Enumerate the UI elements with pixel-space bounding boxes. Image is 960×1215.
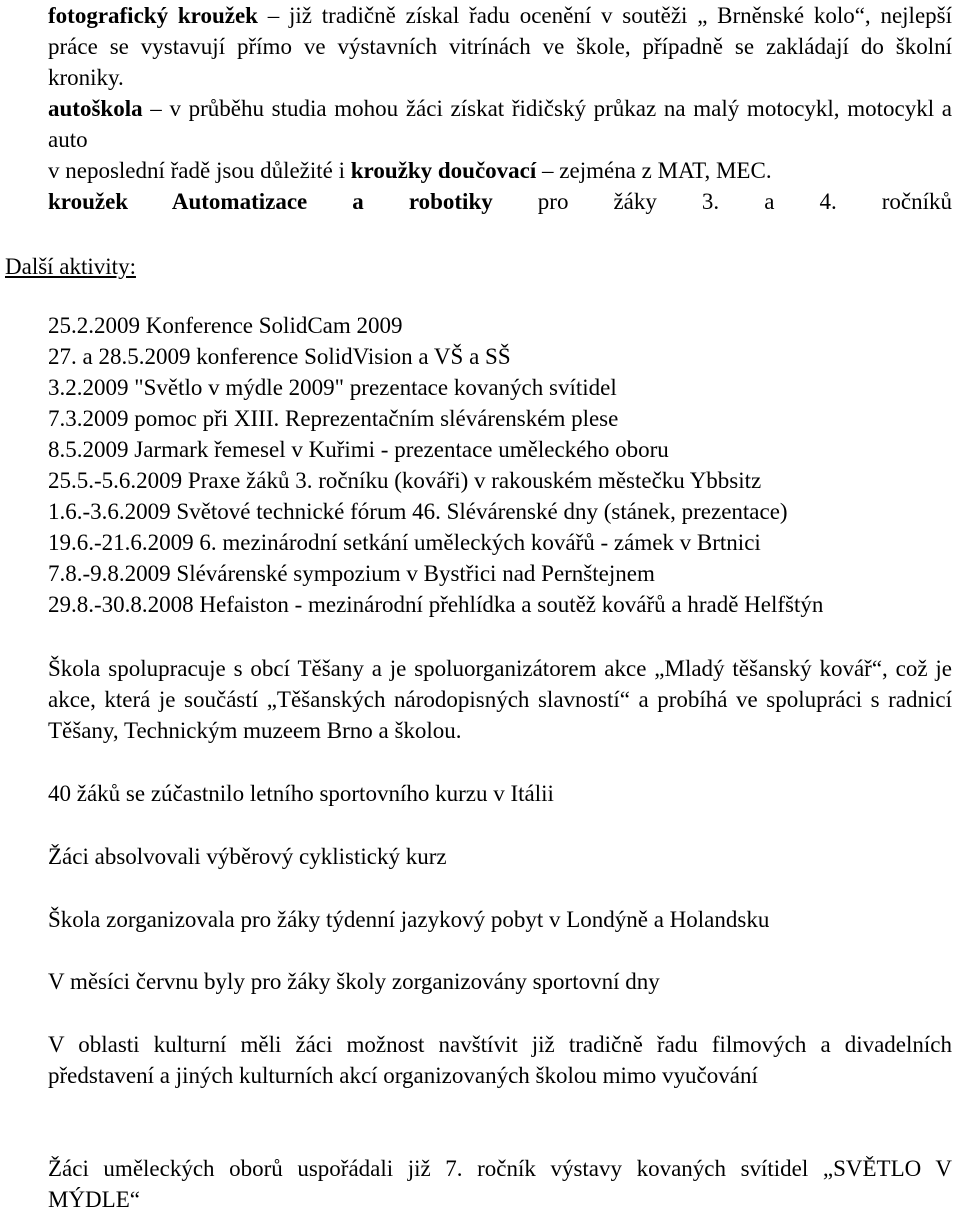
activity-item: 25.2.2009 Konference SolidCam 2009	[48, 313, 403, 338]
activity-item: 8.5.2009 Jarmark řemesel v Kuřimi - prezentace uměleckého oboru	[48, 437, 669, 462]
autoskola-title: autoškola	[48, 96, 143, 121]
activity-item: 19.6.-21.6.2009 6. mezinárodní setkání uměleckých kovářů - zámek v Brtnici	[48, 530, 761, 555]
doucovani-pre: v neposlední řadě jsou důležité i	[48, 158, 351, 183]
activities-list	[48, 310, 952, 620]
activity-item: 7.3.2009 pomoc při XIII. Reprezentačním slévárenském plese	[48, 406, 619, 431]
activity-item: 27. a 28.5.2009 konference SolidVision a VŠ a SŠ	[48, 344, 511, 369]
paragraph-kultura: V oblasti kulturní měli žáci možnost navštívit již tradičně řadu filmových a divadelních představení a jiných kulturních akcí organizovaných školou mimo vyučování	[48, 1032, 952, 1088]
activities-heading: Další aktivity:	[5, 254, 136, 279]
activity-item: 3.2.2009 "Světlo v mýdle 2009" prezentace kovaných svítidel	[48, 375, 617, 400]
paragraph-vystava: Žáci uměleckých oborů uspořádali již 7. ročník výstavy kovaných svítidel „SVĚTLO V MÝDLE“	[48, 1156, 952, 1212]
paragraph-londyn: Škola zorganizovala pro žáky týdenní jazykový pobyt v Londýně a Holandsku	[48, 907, 770, 932]
doucovani-post: – zejména z MAT, MEC.	[536, 158, 772, 183]
paragraph-italie: 40 žáků se zúčastnilo letního sportovního kurzu v Itálii	[48, 781, 554, 806]
paragraph-sportovni-dny: V měsíci červnu byly pro žáky školy zorganizovány sportovní dny	[48, 969, 660, 994]
foto-krouzek-title: fotografický kroužek	[48, 3, 258, 28]
paragraph-robotika	[48, 186, 952, 217]
paragraph-foto-krouzek	[48, 0, 952, 93]
foto-krouzek-text: – již tradičně získal řadu ocenění v soutěži „ Brněnské kolo“, nejlepší práce se vystavují přímo ve výstavních vitrínách ve škole, případně se zakládají do školní kroniky.	[48, 3, 952, 90]
autoskola-text: – v průběhu studia mohou žáci získat řidičský průkaz na malý motocykl, motocykl a auto	[48, 96, 952, 152]
paragraph-cyklisticky-kurz: Žáci absolvovali výběrový cyklistický kurz	[48, 844, 447, 869]
paragraph-doucovani	[48, 155, 952, 186]
doucovani-title: kroužky doučovací	[350, 158, 537, 183]
activity-item: 25.5.-5.6.2009 Praxe žáků 3. ročníku (kováři) v rakouském městečku Ybbsitz	[48, 468, 762, 493]
activity-item: 7.8.-9.8.2009 Slévárenské sympozium v Bystřici nad Pernštejnem	[48, 561, 655, 586]
activity-item: 29.8.-30.8.2008 Hefaiston - mezinárodní přehlídka a soutěž kovářů a hradě Helfštýn	[48, 592, 824, 617]
paragraph-autoskola	[48, 93, 952, 155]
robotika-title: kroužek Automatizace a robotiky	[48, 189, 493, 214]
paragraph-spoluprace: Škola spolupracuje s obcí Těšany a je spoluorganizátorem akce „Mladý těšanský kovář“, což je akce, která je součástí „Těšanských národopisných slavností“ a probíhá ve spolupráci s radnicí Těšany, Technickým muzeem Brno a školou.	[48, 656, 952, 743]
robotika-text: pro žáky 3. a 4. ročníků	[492, 189, 953, 214]
activity-item: 1.6.-3.6.2009 Světové technické fórum 46. Slévárenské dny (stánek, prezentace)	[48, 499, 788, 524]
